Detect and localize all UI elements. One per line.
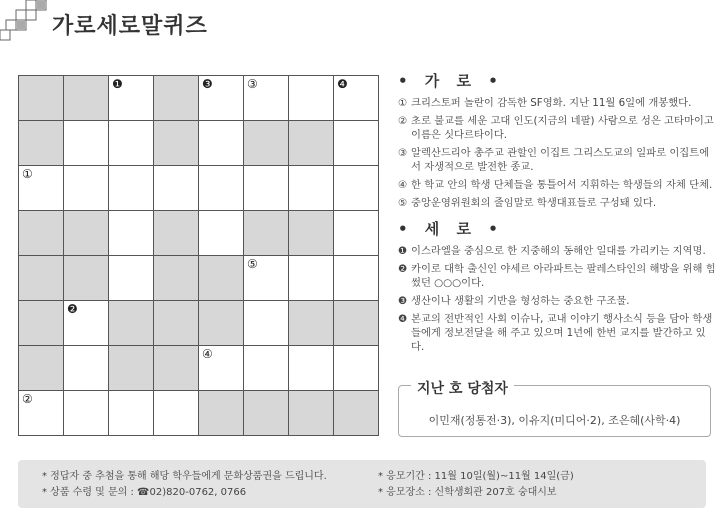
grid-cell[interactable] — [244, 346, 289, 391]
grid-cell[interactable] — [334, 76, 379, 121]
clue-number: ④ — [202, 347, 213, 361]
grid-cell-blocked — [19, 211, 64, 256]
winners-box — [398, 381, 711, 437]
clue-text: 알렉산드리아 총주교 관할인 이집트 그리스도교의 일파로 이집트에서 자생적으로 발전한 종교. — [411, 147, 710, 173]
clue-text: 생산이나 생활의 기반을 형성하는 중요한 구조물. — [411, 295, 630, 307]
footer-period: * 응모기간 : 11월 10일(월)~11월 14일(금) — [378, 471, 574, 482]
grid-cell-blocked — [334, 301, 379, 346]
grid-cell-blocked — [154, 211, 199, 256]
grid-cell-blocked — [199, 256, 244, 301]
clue-text: 본교의 전반적인 사회 이슈나, 교내 이야기 행사소식 등을 담아 학생들에게 정보전달을 해 주고 있으며 1년에 한번 교지를 발간하고 있다. — [411, 313, 713, 353]
footer-info — [18, 460, 706, 508]
grid-cell-blocked — [19, 121, 64, 166]
grid-cell-blocked — [289, 121, 334, 166]
footer-contact: * 상품 수령 및 문의 : ☎02)820-0762, 0766 — [42, 487, 247, 498]
clue-num: ⑤ — [398, 197, 408, 209]
grid-cell-blocked — [109, 346, 154, 391]
grid-cell[interactable] — [244, 166, 289, 211]
grid-cell[interactable] — [334, 166, 379, 211]
across-clue — [398, 114, 718, 142]
grid-cell-blocked — [19, 256, 64, 301]
grid-cell-blocked — [19, 76, 64, 121]
winners-title: 지난 호 당첨자 — [411, 378, 514, 398]
grid-cell[interactable] — [64, 166, 109, 211]
grid-cell-blocked — [289, 301, 334, 346]
across-clue — [398, 196, 718, 210]
clue-num: ④ — [398, 179, 408, 191]
down-clue — [398, 244, 718, 258]
grid-cell-blocked — [244, 211, 289, 256]
grid-cell[interactable] — [334, 121, 379, 166]
grid-cell[interactable] — [199, 76, 244, 121]
clue-number: ② — [22, 392, 33, 406]
grid-cell-blocked — [154, 346, 199, 391]
down-title: • 세 로 • — [398, 220, 504, 238]
clue-num: ① — [398, 97, 408, 109]
grid-cell-blocked — [19, 301, 64, 346]
footer-notice: * 정답자 중 추첨을 통해 해당 학우들에게 문화상품권을 드립니다. — [42, 471, 327, 482]
grid-cell[interactable] — [19, 391, 64, 436]
winners-names: 이민재(정통전·3), 이유지(미디어·2), 조은혜(사학·4) — [428, 414, 681, 427]
grid-cell-blocked — [244, 121, 289, 166]
grid-cell-blocked — [154, 301, 199, 346]
clue-text: 크리스토퍼 놀란이 감독한 SF영화. 지난 11월 6일에 개봉했다. — [411, 97, 692, 109]
grid-cell[interactable] — [199, 346, 244, 391]
clue-num: ❷ — [398, 263, 408, 275]
grid-cell[interactable] — [244, 256, 289, 301]
grid-cell-blocked — [64, 211, 109, 256]
grid-cell[interactable] — [199, 121, 244, 166]
grid-cell-blocked — [154, 256, 199, 301]
crossword-grid — [18, 75, 379, 436]
grid-cell-blocked — [64, 76, 109, 121]
clue-num: ❸ — [398, 295, 408, 307]
grid-cell-blocked — [289, 211, 334, 256]
grid-cell-blocked — [199, 301, 244, 346]
clue-text: 중앙운영위원회의 줄임말로 학생대표들로 구성돼 있다. — [411, 197, 657, 209]
grid-cell[interactable] — [109, 166, 154, 211]
clue-number: ❶ — [112, 77, 123, 91]
across-title: • 가 로 • — [398, 72, 504, 90]
grid-cell[interactable] — [154, 391, 199, 436]
grid-cell[interactable] — [64, 346, 109, 391]
grid-cell[interactable] — [109, 121, 154, 166]
across-clue — [398, 178, 718, 192]
grid-cell[interactable] — [244, 301, 289, 346]
across-clue — [398, 146, 718, 174]
grid-cell[interactable] — [289, 166, 334, 211]
clue-num: ❶ — [398, 245, 408, 257]
clue-num: ❹ — [398, 313, 408, 325]
footer-location: * 응모장소 : 신학생회관 207호 숭대시보 — [378, 487, 557, 498]
clue-text: 이스라엘을 중심으로 한 지중해의 동해안 일대를 가리키는 지역명. — [411, 245, 706, 257]
grid-cell-blocked — [154, 121, 199, 166]
grid-cell[interactable] — [334, 211, 379, 256]
grid-cell[interactable] — [109, 211, 154, 256]
clue-text: 초로 불교를 세운 고대 인도(지금의 네팔) 사람으로 성은 고타마이고 이름은 싯다르타이다. — [411, 115, 714, 141]
grid-cell-blocked — [244, 391, 289, 436]
grid-cell-blocked — [199, 391, 244, 436]
across-clue-list — [398, 96, 718, 210]
clue-text: 카이로 대학 출신인 야세르 아라파트는 팔레스타인의 해방을 위해 힘썼던 ○○○이다. — [411, 263, 716, 289]
page-title: 가로세로말퀴즈 — [52, 14, 208, 39]
grid-cell[interactable] — [334, 346, 379, 391]
grid-cell[interactable] — [109, 76, 154, 121]
grid-cell-blocked — [289, 391, 334, 436]
clue-number: ⑤ — [247, 257, 258, 271]
grid-cell[interactable] — [109, 391, 154, 436]
grid-cell[interactable] — [199, 211, 244, 256]
clue-number: ❹ — [337, 77, 348, 91]
grid-cell[interactable] — [289, 256, 334, 301]
grid-cell[interactable] — [154, 166, 199, 211]
clues-panel — [398, 70, 718, 358]
grid-cell[interactable] — [244, 76, 289, 121]
down-clue — [398, 262, 718, 290]
down-clue — [398, 294, 718, 308]
grid-cell-blocked — [64, 256, 109, 301]
grid-cell-blocked — [109, 301, 154, 346]
grid-cell[interactable] — [334, 256, 379, 301]
grid-cell[interactable] — [199, 166, 244, 211]
grid-cell[interactable] — [19, 166, 64, 211]
grid-cell-blocked — [154, 76, 199, 121]
across-clue — [398, 96, 718, 110]
clue-number: ③ — [247, 77, 258, 91]
down-clue — [398, 312, 718, 354]
grid-cell[interactable] — [289, 76, 334, 121]
grid-cell[interactable] — [109, 256, 154, 301]
clue-number: ① — [22, 167, 33, 181]
crossword-deco-icon — [0, 0, 50, 46]
grid-cell-blocked — [19, 346, 64, 391]
clue-number: ❸ — [202, 77, 213, 91]
grid-cell-blocked — [334, 391, 379, 436]
grid-cell[interactable] — [64, 301, 109, 346]
clue-num: ③ — [398, 147, 408, 159]
down-clue-list — [398, 244, 718, 354]
grid-cell[interactable] — [64, 391, 109, 436]
clue-num: ② — [398, 115, 408, 127]
grid-cell[interactable] — [64, 121, 109, 166]
grid-cell[interactable] — [289, 346, 334, 391]
clue-number: ❷ — [67, 302, 78, 316]
clue-text: 한 학교 안의 학생 단체들을 통틀어서 지휘하는 학생들의 자체 단체. — [411, 179, 713, 191]
